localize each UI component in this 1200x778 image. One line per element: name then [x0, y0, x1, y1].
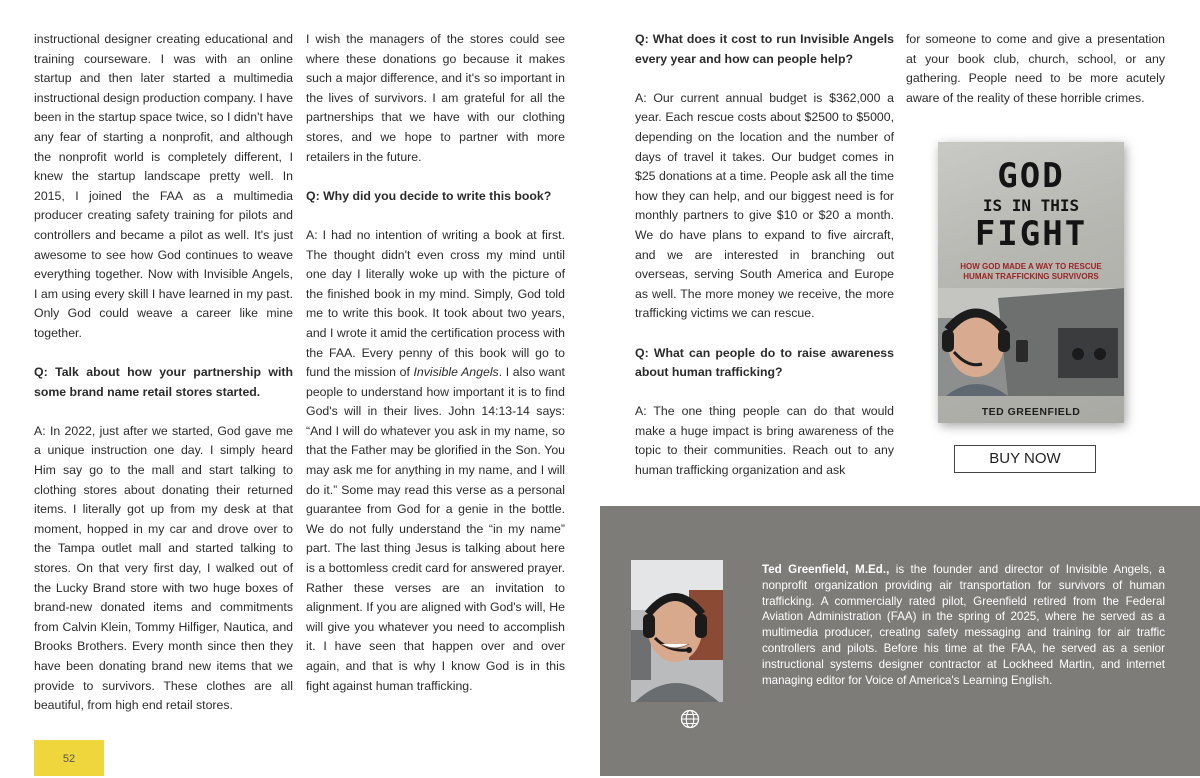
book-author: TED GREENFIELD [981, 406, 1081, 418]
book-subtitle [948, 262, 1114, 282]
page-number: 52 [34, 740, 104, 776]
question-heading: Q: Why did you decide to write this book? [306, 188, 552, 203]
author-photo [631, 560, 723, 702]
answer-text: . I also want people to understand how important it is to find God's will in their lives. John 14:13-14 says: “And I will do whatever you ask in my name, so that the Father may be glorified in the Son. You may ask me for anything in my name, and I will do it.” Some may read this verse as a personal guarantee from God for a genie in the bottle. We do not fully understand the “in my name” part. The last thing Jesus is talking about here is a bottomless credit card for answered prayer. Rather these verses are an invitation to alignment. If you are aligned with God's will, He will give you whatever you need to accomplish it. I have seen that happen over and over again, and that is why I know God is in this fight against human trafficking. [306, 365, 565, 693]
article-column-2 [306, 30, 565, 696]
article-column-4 [906, 30, 1165, 108]
book-title-line-1: GOD [997, 156, 1065, 196]
paragraph: I wish the managers of the stores could see where these donations go because it makes such a major difference, and it's so important in the lives of survivors. I am grateful for all the partnerships that we have with our clothing stores, and we hope to partner with more retailers in the future. [306, 32, 565, 164]
paragraph: instructional designer creating educational and training courseware. I was with an online startup and then later started a multimedia instructional design production company. I have been in the startup space twice, so I didn't have any fear of starting a nonprofit, and although the nonprofit world is completely different, I knew the startup landscape pretty well. In 2015, I joined the FAA as a multimedia producer creating safety training for pilots and controllers and became a pilot as well. It's just awesome to see how God continues to weave everything together. Now with Invisible Angels, I am using every skill I have learned in my past. Only God could weave a career like mine together. [34, 32, 293, 340]
globe-icon[interactable] [680, 709, 700, 729]
article-column-3 [635, 30, 894, 481]
question-heading: Q: Talk about how your partnership with some brand name retail stores started. [34, 365, 293, 399]
answer-text: A: I had no intention of writing a book at first. The thought didn't even cross my mind until one day I literally woke up with the picture of the finished book in my mind. Simply, God told me to write this book. It took about two years, and I wrote it amid the certification process with the FAA. Every penny of this book will go to fund the mission of [306, 227, 565, 380]
organization-name-italic: Invisible Angels [413, 365, 499, 380]
book-cover-photo [938, 288, 1124, 396]
paragraph: for someone to come and give a presentation at your book club, church, school, or any gathering. People need to be more acutely aware of the reality of these horrible crimes. [906, 32, 1165, 105]
question-heading: Q: What can people do to raise awareness about human trafficking? [635, 345, 894, 380]
author-name: Ted Greenfield, M.Ed., [762, 563, 890, 576]
question-heading: Q: What does it cost to run Invisible Angels every year and how can people help? [635, 32, 894, 66]
answer-paragraph: A: The one thing people can do that would make a huge impact is bring awareness of the topic to their communities. Reach out to any human trafficking organization and ask [635, 404, 894, 478]
book-subtitle-line-2: HUMAN TRAFFICKING SURVIVORS [963, 272, 1099, 281]
author-bio-text: is the founder and director of Invisible Angels, a nonprofit organization providing air transportation for survivors of human trafficking. A commercially rated pilot, Greenfield retired from the Federal Aviation Administration (FAA) in the spring of 2025, where he served as a multimedia producer, creating safety messaging and training for air traffic controllers and pilots. Before his time at the FAA, he served as a senior instructional systems designer contractor at Lockheed Martin, and internet managing editor for Voice of America's Learning English. [762, 563, 1166, 687]
article-column-1 [34, 30, 293, 716]
author-bio [762, 562, 1165, 688]
buy-now-button[interactable]: BUY NOW [954, 445, 1096, 473]
book-title-line-2: IS IN THIS [982, 196, 1080, 215]
book-cover[interactable] [938, 142, 1124, 423]
book-title-line-3: FIGHT [974, 214, 1088, 254]
book-subtitle-line-1: HOW GOD MADE A WAY TO RESCUE [960, 262, 1102, 271]
answer-paragraph: A: Our current annual budget is $362,000 a year. Each rescue costs about $2500 to $5000, depending on the location and the number of days of travel it takes. Our budget comes in $25 donations at a time. People ask all the time how they can help, and our biggest need is for monthly partners to give $10 or $20 a month. We do have plans to expand to five aircraft, and we are interested in branching out overseas, serving South America and Europe as well. The more money we receive, the more trafficking victims we can rescue. [635, 90, 894, 321]
answer-paragraph: A: In 2022, just after we started, God gave me a unique instruction one day. I simply heard Him say go to the mall and start talking to clothing stores about donating their returned items. I literally got up from my desk at that moment, hopped in my car and drove over to the Tampa outlet mall and started talking to stores. On that very first day, I walked out of the Lucky Brand store with two huge boxes of brand-new donated items and commitments from Calvin Klein, Tommy Hilfiger, Nautica, and Brooks Brothers. Every month since then they have been donating brand new items that we provide to survivors. These clothes are all beautiful, from high end retail stores. [34, 423, 293, 713]
answer-paragraph [306, 226, 565, 696]
